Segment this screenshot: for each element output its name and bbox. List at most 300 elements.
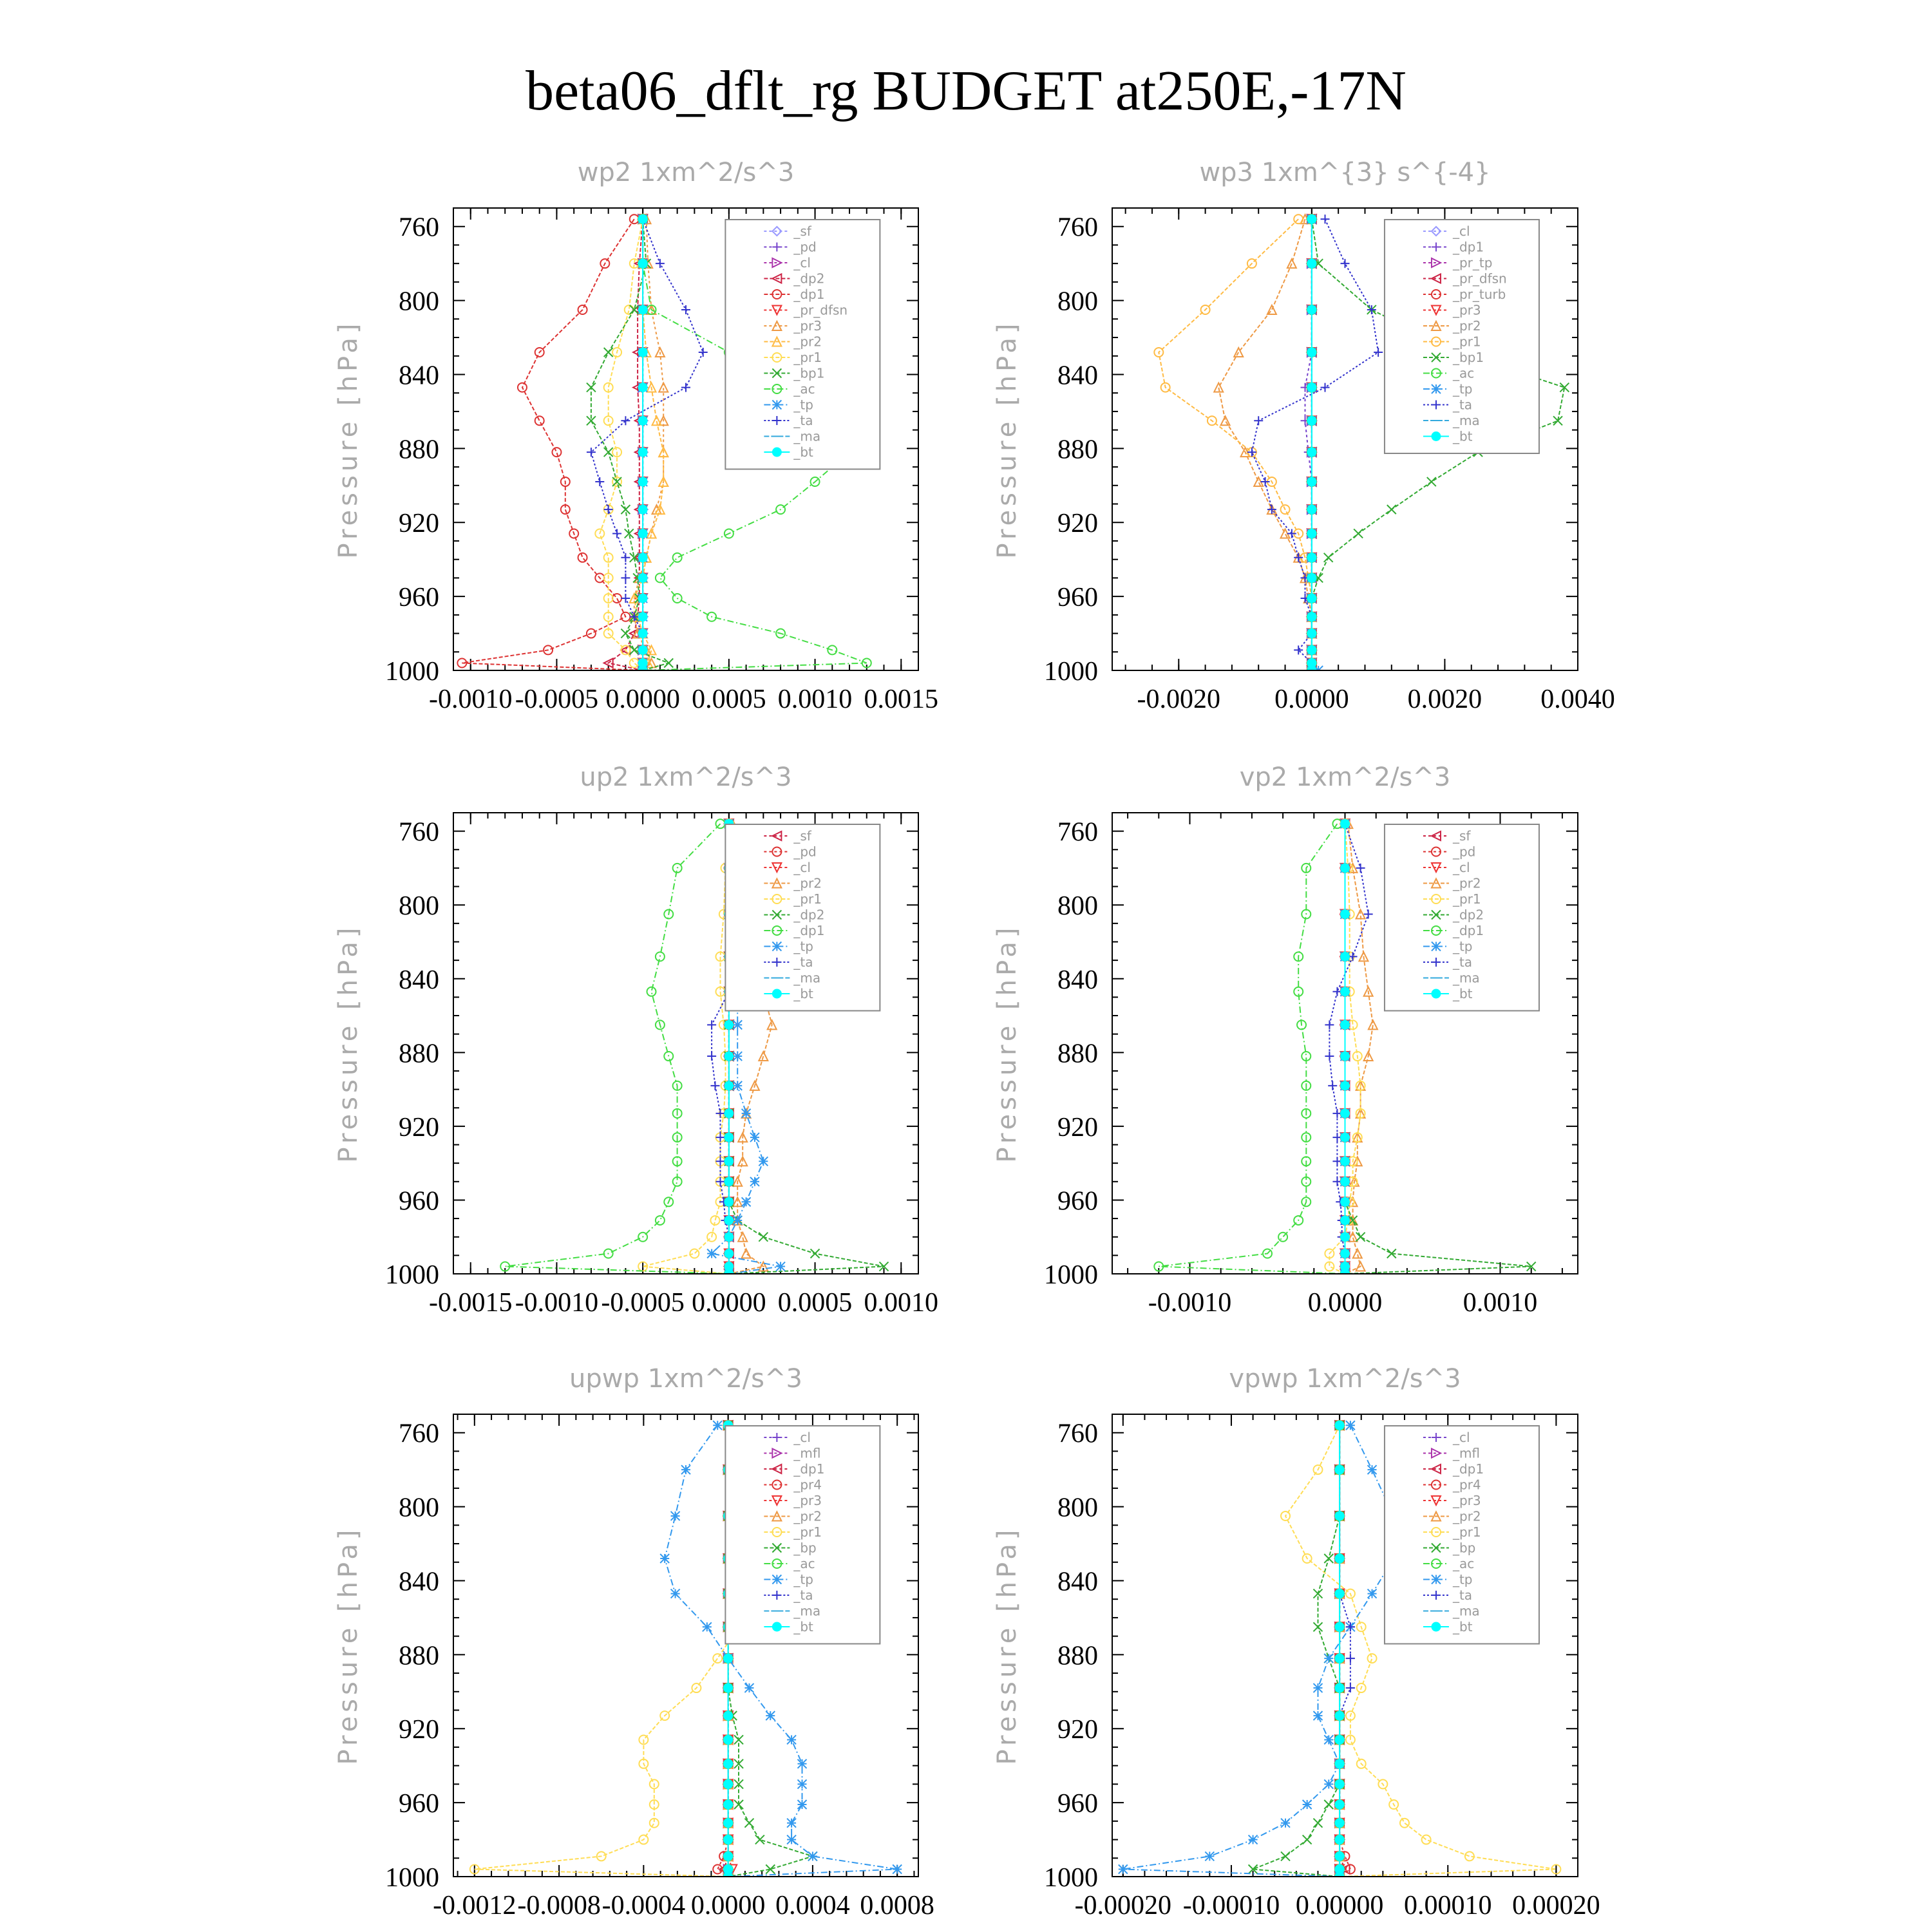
data-point <box>1313 1683 1322 1692</box>
y-tick-label: 880 <box>1057 435 1098 465</box>
legend-label: _dp1 <box>793 287 825 302</box>
legend-label: _cl <box>1452 223 1470 239</box>
data-point <box>1324 1800 1333 1809</box>
y-axis-label: Pressure [hPa] <box>334 1526 363 1765</box>
y-tick-label: 960 <box>399 1789 439 1819</box>
legend-label: _bp1 <box>793 365 825 381</box>
data-point <box>724 1197 734 1206</box>
data-point <box>604 448 613 457</box>
data-point <box>630 645 639 654</box>
data-point <box>612 529 621 538</box>
series-line <box>1123 1425 1394 1877</box>
data-point <box>1356 864 1365 873</box>
y-tick-label: 960 <box>1057 1789 1098 1819</box>
x-tick-label: -0.0010 <box>1148 1288 1232 1318</box>
x-tick-label: -0.0008 <box>517 1891 601 1920</box>
legend <box>1385 220 1539 453</box>
legend-label: _mfl <box>793 1445 821 1461</box>
x-tick-label: -0.00020 <box>1074 1891 1172 1920</box>
data-point <box>893 1865 902 1874</box>
x-tick-label: 0.0000 <box>1307 1288 1383 1318</box>
data-point <box>1307 629 1316 638</box>
legend-label: _pr1 <box>793 891 822 907</box>
legend-label: _ta <box>1452 1587 1473 1603</box>
legend-label: _dp1 <box>1452 923 1484 938</box>
data-point <box>734 1735 743 1744</box>
y-axis-label: Pressure [hPa] <box>992 319 1022 559</box>
legend-label: _sf <box>793 828 811 844</box>
data-point <box>1324 1779 1333 1788</box>
data-point <box>1324 1554 1333 1563</box>
data-point <box>621 573 630 582</box>
data-point <box>1341 864 1350 873</box>
legend-label: _pr1 <box>793 1524 822 1540</box>
y-tick-label: 800 <box>1057 1493 1098 1523</box>
data-point <box>1335 1835 1344 1844</box>
data-point <box>1335 1735 1344 1744</box>
legend-label: _tp <box>793 397 813 413</box>
data-point <box>1324 553 1333 562</box>
data-point <box>1321 214 1330 223</box>
y-tick-label: 840 <box>399 1567 439 1597</box>
legend-marker <box>772 1622 781 1631</box>
data-point <box>1303 1835 1312 1844</box>
legend-label: _tp <box>1452 381 1473 397</box>
data-point <box>578 553 587 562</box>
data-point <box>1341 259 1350 268</box>
legend <box>1385 1426 1539 1644</box>
legend-label: _pr_turb <box>1452 287 1506 302</box>
data-point <box>1346 1654 1355 1663</box>
y-tick-label: 760 <box>1057 817 1098 848</box>
data-point <box>1368 1465 1377 1474</box>
y-tick-label: 1000 <box>385 1260 439 1290</box>
legend <box>725 220 880 469</box>
legend-label: _pr4 <box>793 1477 822 1493</box>
legend-label: _tp <box>1452 1571 1473 1587</box>
data-point <box>638 629 647 638</box>
panel-4 <box>992 762 1578 1318</box>
legend-label: _ta <box>1452 954 1473 970</box>
legend-label: _dp1 <box>1452 1461 1484 1477</box>
data-point <box>1335 1465 1344 1474</box>
legend-label: _dp1 <box>793 1461 825 1477</box>
series-line <box>1159 824 1345 1274</box>
x-tick-label: -0.0015 <box>428 1288 513 1318</box>
data-point <box>724 1779 733 1788</box>
data-point <box>595 477 604 486</box>
data-point <box>1335 1554 1344 1563</box>
data-point <box>621 594 630 603</box>
legend-label: _pr2 <box>793 875 822 891</box>
data-point <box>1307 645 1316 654</box>
data-point <box>638 416 647 425</box>
data-point <box>630 305 639 314</box>
y-tick-label: 800 <box>399 891 439 922</box>
legend-marker <box>772 989 781 998</box>
data-point <box>1287 259 1296 268</box>
data-point <box>724 1133 734 1142</box>
y-tick-label: 920 <box>1057 1112 1098 1142</box>
x-tick-label: 0.00000 <box>1295 1891 1384 1920</box>
y-tick-label: 840 <box>1057 1567 1098 1597</box>
x-tick-label: 0.0000 <box>605 685 680 714</box>
legend-label: _pr3 <box>1452 302 1481 318</box>
data-point <box>1335 1511 1344 1520</box>
legend-label: _mfl <box>1452 1445 1481 1461</box>
legend-label: _ta <box>793 954 813 970</box>
data-point <box>1335 1711 1344 1720</box>
x-tick-label: 0.0008 <box>860 1891 934 1920</box>
data-point <box>724 1735 733 1744</box>
data-point <box>724 1835 733 1844</box>
data-point <box>787 1735 796 1744</box>
x-tick-label: -0.0005 <box>601 1288 685 1318</box>
data-point <box>1422 1835 1431 1844</box>
legend-label: _ma <box>793 1603 821 1619</box>
data-point <box>787 1819 796 1828</box>
y-tick-label: 960 <box>1057 583 1098 613</box>
y-tick-label: 1000 <box>1044 1863 1098 1893</box>
data-point <box>1341 1197 1350 1206</box>
data-point <box>742 1197 751 1206</box>
data-point <box>798 1759 807 1768</box>
data-point <box>604 348 613 357</box>
x-tick-label: 0.0005 <box>692 685 766 714</box>
data-point <box>1354 529 1363 538</box>
data-point <box>724 1654 733 1663</box>
data-point <box>1254 416 1263 425</box>
figure-title: beta06_dflt_rg BUDGET at250E,-17N <box>526 60 1406 122</box>
y-tick-label: 800 <box>1057 891 1098 922</box>
data-point <box>1307 214 1316 223</box>
data-point <box>656 1216 665 1225</box>
x-tick-label: 0.0000 <box>690 1891 766 1920</box>
legend-label: _pr2 <box>1452 875 1481 891</box>
data-point <box>744 1819 753 1828</box>
y-tick-label: 760 <box>399 213 439 243</box>
x-tick-label: -0.0020 <box>1137 685 1221 714</box>
data-point <box>1325 1020 1334 1029</box>
data-point <box>1307 573 1316 582</box>
legend-marker <box>772 942 781 951</box>
data-point <box>1400 1819 1409 1828</box>
data-point <box>1341 1216 1350 1225</box>
panel-title: vp2 1xm^2/s^3 <box>1239 762 1451 792</box>
panel-3 <box>334 762 938 1318</box>
legend-marker <box>772 401 781 410</box>
x-tick-label: -0.0005 <box>515 685 599 714</box>
data-point <box>1335 1800 1344 1809</box>
panel-title: vpwp 1xm^2/s^3 <box>1229 1364 1461 1394</box>
x-tick-label: 0.0015 <box>864 685 939 714</box>
data-point <box>750 1177 759 1186</box>
x-tick-label: -0.0012 <box>433 1891 516 1920</box>
series-line <box>1253 1425 1340 1877</box>
legend-label: _pd <box>1452 844 1476 860</box>
data-point <box>1303 1800 1312 1809</box>
data-point <box>1307 305 1316 314</box>
data-point <box>1341 1249 1350 1258</box>
data-point <box>638 259 647 268</box>
data-point <box>755 1835 764 1844</box>
legend-label: _ac <box>793 381 815 397</box>
y-tick-label: 840 <box>399 361 439 391</box>
data-point <box>1341 1133 1350 1142</box>
y-tick-label: 920 <box>399 509 439 539</box>
y-tick-label: 760 <box>1057 1419 1098 1449</box>
data-point <box>759 1157 768 1166</box>
x-tick-label: 0.0010 <box>777 685 853 714</box>
data-point <box>690 1249 699 1258</box>
y-tick-label: 920 <box>399 1112 439 1142</box>
y-tick-label: 840 <box>1057 361 1098 391</box>
data-point <box>660 1554 669 1563</box>
data-point <box>1313 1711 1322 1720</box>
legend-label: _bt <box>793 986 813 1001</box>
series-line <box>1159 219 1312 670</box>
x-tick-label: -0.0004 <box>601 1891 686 1920</box>
legend-label: _pr_tp <box>1452 255 1493 270</box>
legend <box>725 1426 880 1644</box>
x-tick-label: -0.00010 <box>1182 1891 1280 1920</box>
y-tick-label: 880 <box>399 1039 439 1069</box>
legend-label: _pr1 <box>1452 891 1481 907</box>
data-point <box>1281 1852 1290 1861</box>
data-point <box>1307 416 1316 425</box>
panel-title: wp3 1xm^{3} s^{-4} <box>1199 158 1491 187</box>
panel-title: wp2 1xm^2/s^3 <box>577 158 795 187</box>
data-point <box>1335 1421 1344 1430</box>
x-tick-label: 0.0004 <box>775 1891 850 1920</box>
data-point <box>703 1622 712 1631</box>
data-point <box>710 1081 719 1090</box>
legend-label: _ac <box>793 1556 815 1571</box>
data-point <box>681 305 690 314</box>
data-point <box>1313 1819 1322 1828</box>
data-point <box>744 1683 753 1692</box>
legend-label: _ma <box>793 970 821 986</box>
data-point <box>724 1020 734 1029</box>
legend-label: _bt <box>1452 986 1473 1001</box>
x-tick-label: -0.0010 <box>515 1288 599 1318</box>
data-point <box>724 1177 734 1186</box>
data-point <box>776 1262 785 1271</box>
data-point <box>1341 1109 1350 1118</box>
data-point <box>1341 952 1350 961</box>
y-tick-label: 960 <box>399 1186 439 1217</box>
panel-6 <box>992 1364 1600 1920</box>
x-tick-label: 0.0005 <box>777 1288 853 1318</box>
data-point <box>1307 383 1316 392</box>
legend-label: _ma <box>793 428 821 444</box>
data-point <box>733 1052 742 1061</box>
legend-marker <box>772 1575 781 1584</box>
legend-label: _ac <box>1452 1556 1475 1571</box>
data-point <box>742 1249 751 1258</box>
legend-label: _ta <box>1452 397 1473 413</box>
data-point <box>1307 529 1316 538</box>
legend-label: _cl <box>793 860 811 875</box>
x-tick-label: 0.0040 <box>1540 685 1615 714</box>
data-point <box>1307 505 1316 514</box>
data-point <box>1335 1683 1344 1692</box>
data-point <box>671 1511 680 1520</box>
y-tick-label: 800 <box>399 1493 439 1523</box>
legend-marker <box>1432 432 1441 441</box>
data-point <box>1281 1819 1290 1828</box>
panel-5 <box>334 1364 934 1920</box>
legend-label: _tp <box>1452 938 1473 954</box>
legend-label: _bp1 <box>1452 350 1484 365</box>
data-point <box>808 1852 817 1861</box>
data-point <box>724 1233 734 1242</box>
data-point <box>699 348 708 357</box>
data-point <box>713 1654 722 1663</box>
series-line <box>505 824 729 1274</box>
data-point <box>1307 594 1316 603</box>
data-point <box>1341 910 1350 919</box>
data-point <box>1294 645 1303 654</box>
data-point <box>724 1852 733 1861</box>
y-tick-label: 760 <box>399 1419 439 1449</box>
y-tick-label: 960 <box>1057 1186 1098 1217</box>
data-point <box>659 383 668 392</box>
legend-label: _dp1 <box>1452 239 1484 255</box>
data-point <box>1335 1654 1344 1663</box>
data-point <box>1346 1683 1355 1692</box>
legend-label: _bt <box>793 444 813 460</box>
legend-label: _tp <box>793 938 813 954</box>
y-axis-label: Pressure [hPa] <box>992 923 1022 1163</box>
x-tick-label: 0.00010 <box>1403 1891 1492 1920</box>
x-tick-label: 0.0010 <box>864 1288 939 1318</box>
legend-marker <box>1432 989 1441 998</box>
data-point <box>1341 1177 1350 1186</box>
legend-marker <box>772 448 781 457</box>
x-tick-label: 0.0020 <box>1407 685 1482 714</box>
data-point <box>671 1589 680 1598</box>
legend-label: _pr_dfsn <box>793 302 848 318</box>
legend-label: _ma <box>1452 1603 1480 1619</box>
data-point <box>707 1020 716 1029</box>
data-point <box>750 1133 759 1142</box>
legend-label: _pd <box>793 239 817 255</box>
data-point <box>1341 1081 1350 1090</box>
legend-label: _bp <box>1452 1540 1476 1556</box>
data-point <box>1335 1852 1344 1861</box>
data-point <box>1341 987 1350 996</box>
data-point <box>1356 1233 1365 1242</box>
data-point <box>587 383 596 392</box>
y-tick-label: 840 <box>1057 965 1098 995</box>
data-point <box>1221 416 1230 425</box>
data-point <box>638 645 647 654</box>
legend-marker <box>1432 1622 1441 1631</box>
data-point <box>664 659 673 668</box>
data-point <box>713 1421 722 1430</box>
data-point <box>638 529 647 538</box>
data-point <box>638 573 647 582</box>
series-line <box>643 824 729 1274</box>
data-point <box>798 1779 807 1788</box>
y-axis-label: Pressure [hPa] <box>334 319 363 559</box>
y-tick-label: 1000 <box>385 1863 439 1893</box>
legend-label: _cl <box>793 255 811 270</box>
panel-1 <box>334 158 938 714</box>
data-point <box>707 1249 716 1258</box>
data-point <box>1364 910 1373 919</box>
data-point <box>652 416 661 425</box>
data-point <box>1335 1622 1344 1631</box>
data-point <box>638 448 647 457</box>
data-point <box>638 505 647 514</box>
panel-title: up2 1xm^2/s^3 <box>580 762 792 792</box>
data-point <box>733 1216 742 1225</box>
data-point <box>724 1819 733 1828</box>
data-point <box>1341 1020 1350 1029</box>
data-point <box>787 1835 796 1844</box>
legend-label: _pr2 <box>793 1508 822 1524</box>
legend-label: _cl <box>793 1430 811 1445</box>
y-tick-label: 1000 <box>1044 1260 1098 1290</box>
data-point <box>1368 1654 1377 1663</box>
data-point <box>1321 383 1330 392</box>
y-tick-label: 880 <box>399 1641 439 1671</box>
data-point <box>1374 348 1383 357</box>
data-point <box>724 1109 734 1118</box>
data-point <box>724 1216 734 1225</box>
legend-label: _sf <box>1452 828 1471 844</box>
data-point <box>798 1800 807 1809</box>
data-point <box>638 348 647 357</box>
x-tick-label: 0.00020 <box>1512 1891 1600 1920</box>
data-point <box>630 659 639 668</box>
data-point <box>1267 305 1276 314</box>
data-point <box>1307 259 1316 268</box>
y-tick-label: 760 <box>1057 213 1098 243</box>
legend-label: _bp <box>793 1540 817 1556</box>
data-point <box>1119 1865 1128 1874</box>
legend-label: _pd <box>793 844 817 860</box>
data-point <box>1307 553 1316 562</box>
y-tick-label: 880 <box>1057 1039 1098 1069</box>
data-point <box>1346 1421 1355 1430</box>
data-point <box>742 1109 751 1118</box>
legend-label: _cl <box>1452 1430 1470 1445</box>
legend-label: _bt <box>1452 428 1473 444</box>
data-point <box>1307 448 1316 457</box>
data-point <box>1205 1852 1214 1861</box>
data-point <box>638 305 647 314</box>
data-point <box>587 448 596 457</box>
legend-label: _ta <box>793 1587 813 1603</box>
legend-label: _dp2 <box>793 270 825 287</box>
data-point <box>1307 612 1316 621</box>
data-point <box>733 1081 742 1090</box>
data-point <box>1368 1589 1377 1598</box>
legend-label: _tp <box>793 1571 813 1587</box>
data-point <box>656 259 665 268</box>
legend-label: _pr2 <box>793 334 822 350</box>
y-tick-label: 800 <box>1057 287 1098 317</box>
x-tick-label: 0.0000 <box>1274 685 1349 714</box>
legend-label: _ta <box>793 413 813 428</box>
legend-label: _ma <box>1452 970 1480 986</box>
legend-label: _pr2 <box>1452 1508 1481 1524</box>
data-point <box>1313 1622 1322 1631</box>
data-point <box>638 214 647 223</box>
